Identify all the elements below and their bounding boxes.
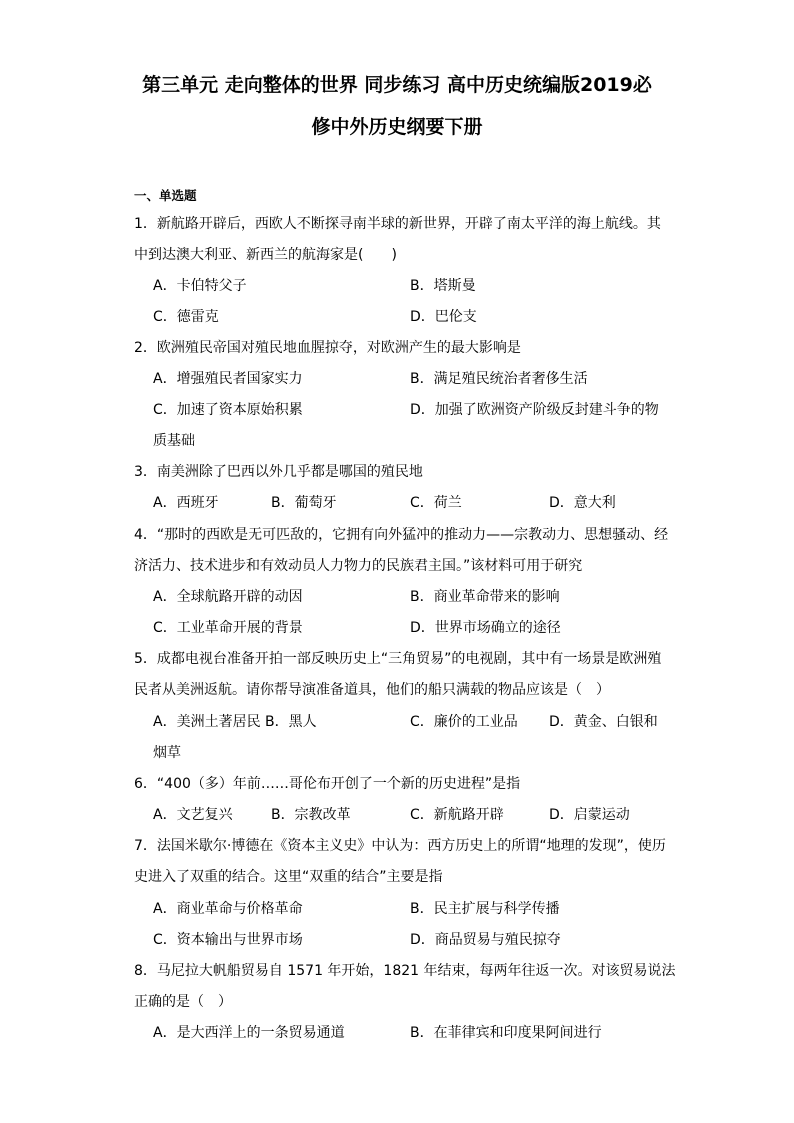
- question-5-stem-line-2: 民者从美洲返航。请你帮导演准备道具，他们的船只满载的物品应该是（ ）: [134, 682, 610, 698]
- question-7-option-d: D．商品贸易与殖民掠夺: [410, 932, 561, 948]
- question-2-option-a: A．增强殖民者国家实力: [153, 371, 303, 387]
- question-2-stem: 2．欧洲殖民帝国对殖民地血腥掠夺，对欧洲产生的最大影响是: [134, 340, 521, 356]
- question-2-option-d: D．加强了欧洲资产阶级反封建斗争的物: [410, 402, 659, 418]
- question-6-option-a: A．文艺复兴: [153, 807, 233, 823]
- question-4-option-a: A．全球航路开辟的动因: [153, 589, 303, 605]
- question-2-option-b: B．满足殖民统治者奢侈生活: [410, 371, 588, 387]
- question-4-option-c: C．工业革命开展的背景: [153, 620, 303, 636]
- question-8-stem-line-1: 8．马尼拉大帆船贸易自 1571 年开始，1821 年结束，每两年往返一次。对该贸易说法: [134, 963, 676, 979]
- question-4-option-b: B．商业革命带来的影响: [410, 589, 560, 605]
- question-4-stem-line-2: 济活力、技术进步和有效动员人力物力的民族君主国。”该材料可用于研究: [134, 558, 583, 574]
- question-3-stem: 3．南美洲除了巴西以外几乎都是哪国的殖民地: [134, 464, 423, 480]
- question-3-option-a: A．西班牙: [153, 495, 219, 511]
- question-2-option-c: C．加速了资本原始积累: [153, 402, 303, 418]
- question-2-option-d-continued: 质基础: [153, 433, 195, 449]
- question-4-option-d: D．世界市场确立的途径: [410, 620, 561, 636]
- question-7-option-b: B．民主扩展与科学传播: [410, 901, 560, 917]
- question-3-option-c: C．荷兰: [410, 495, 462, 511]
- question-7-option-a: A．商业革命与价格革命: [153, 901, 303, 917]
- question-7-stem-line-2: 史进入了双重的结合。这里“双重的结合”主要是指: [134, 869, 443, 885]
- question-5-stem-line-1: 5．成都电视台准备开拍一部反映历史上“三角贸易”的电视剧，其中有一场景是欧洲殖: [134, 651, 662, 667]
- question-5-option-d-continued: 烟草: [153, 745, 181, 761]
- question-5-option-b: B．黑人: [265, 714, 317, 730]
- question-3-option-d: D．意大利: [549, 495, 616, 511]
- question-3-option-b: B．葡萄牙: [271, 495, 337, 511]
- question-1-option-c: C．德雷克: [153, 309, 219, 325]
- document-title-line-2: 修中外历史纲要下册: [311, 116, 483, 138]
- question-1-option-b: B．塔斯曼: [410, 278, 476, 294]
- question-7-option-c: C．资本输出与世界市场: [153, 932, 303, 948]
- question-8-stem-line-2: 正确的是（ ）: [134, 994, 232, 1010]
- question-7-stem-line-1: 7．法国米歇尔·博德在《资本主义史》中认为：西方历史上的所谓“地理的发现”，使历: [134, 838, 666, 854]
- question-4-stem-line-1: 4．“那时的西欧是无可匹敌的，它拥有向外猛冲的推动力——宗教动力、思想骚动、经: [134, 527, 669, 543]
- question-5-option-a: A．美洲土著居民: [153, 714, 261, 730]
- question-6-option-c: C．新航路开辟: [410, 807, 504, 823]
- question-6-option-d: D．启蒙运动: [549, 807, 630, 823]
- question-1-stem-line-2: 中到达澳大利亚、新西兰的航海家是( ): [134, 247, 397, 263]
- question-5-option-d: D．黄金、白银和: [549, 714, 658, 730]
- section-heading: 一、单选题: [134, 188, 197, 203]
- question-8-option-a: A．是大西洋上的一条贸易通道: [153, 1025, 345, 1041]
- question-6-stem: 6．“400（多）年前……哥伦布开创了一个新的历史进程”是指: [134, 776, 521, 792]
- question-1-option-d: D．巴伦支: [410, 309, 477, 325]
- question-6-option-b: B．宗教改革: [271, 807, 351, 823]
- question-1-stem-line-1: 1．新航路开辟后，西欧人不断探寻南半球的新世界，开辟了南太平洋的海上航线。其: [134, 216, 661, 232]
- question-5-option-c: C．廉价的工业品: [410, 714, 518, 730]
- question-1-option-a: A．卡伯特父子: [153, 278, 247, 294]
- document-title-line-1: 第三单元 走向整体的世界 同步练习 高中历史统编版2019必: [142, 74, 652, 96]
- question-8-option-b: B．在菲律宾和印度果阿间进行: [410, 1025, 602, 1041]
